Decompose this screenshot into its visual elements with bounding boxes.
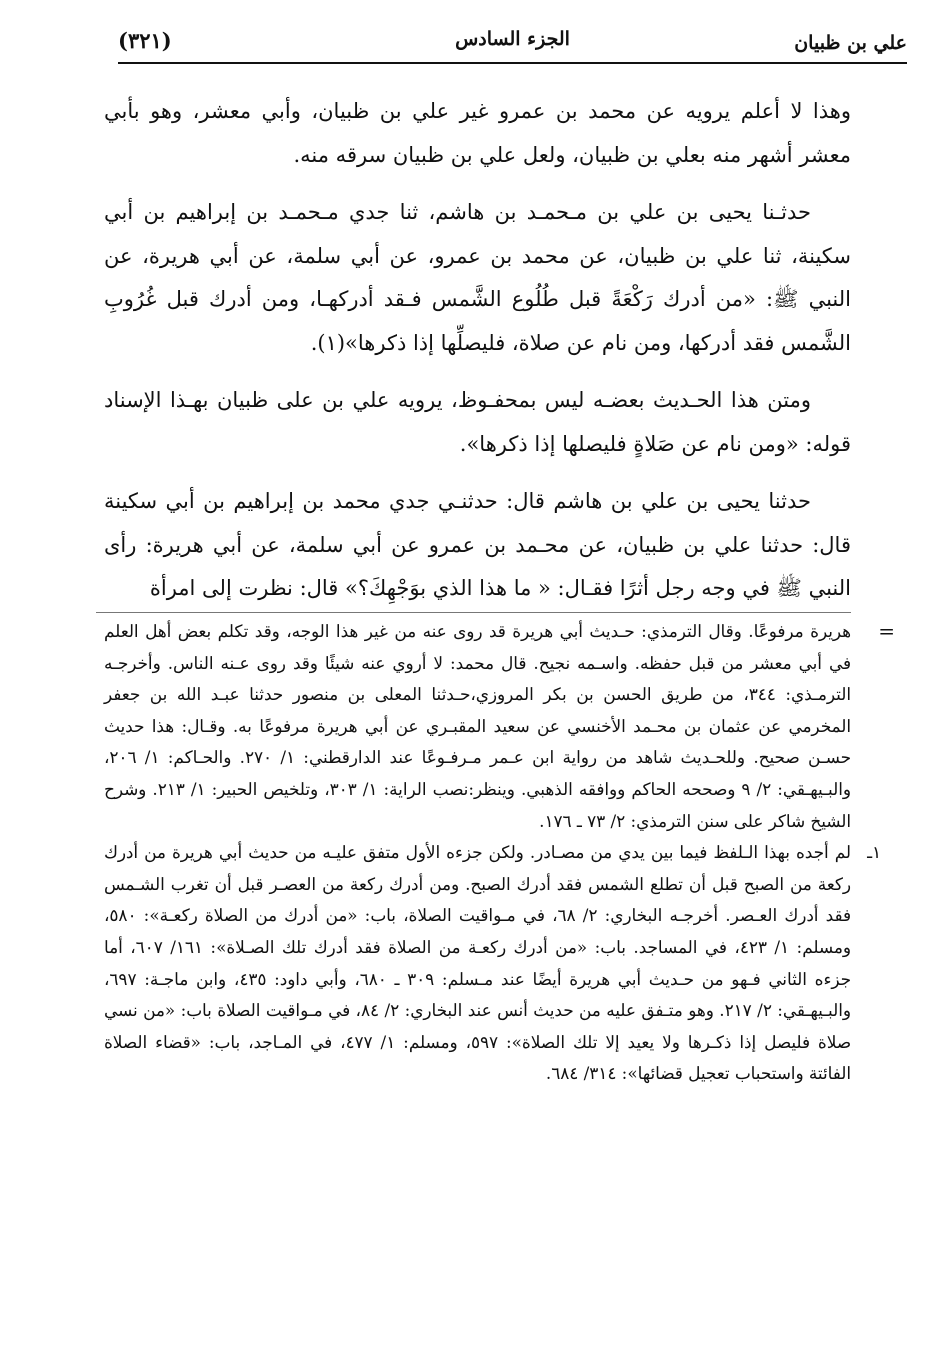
paragraph: ومتن هذا الحـديث بعضـه ليس بمحفـوظ، يرويه علي بن على ظبيان بهـذا الإسناد قوله: «ومن نام عن صَلاةٍ فليصلها إذا ذكرها».	[104, 388, 851, 456]
page-header	[118, 24, 907, 72]
page-number: (٣٢١)	[118, 28, 172, 53]
footnotes	[104, 616, 895, 1090]
footnote-1	[104, 837, 881, 1090]
footnote-continuation	[104, 616, 895, 837]
paragraph: وهذا لا أعلم يرويه عن محمد بن عمرو غير علي بن ظبيان، وأبي معشر، وهو بأبي معشر أشهر منه بعلي بن ظبيان، ولعل علي بن ظبيان سرقه منه.	[104, 99, 851, 167]
footnote-continuation-text: هريرة مرفوعًا. وقال الترمذي: حـديث أبي هريرة قد روى عنه من غير هذا الوجه، وقد تكلم بعض أهل العلم في أبي معشر من قبل حفظه. واسـمه نجيح. قال محمد: لا أروي عنه شيئًا وقد روى عـنه الناس. وأخرجـه الترمـذي: ٣٤٤، من طريق الحسن بن بكر المروزي،حـدثنا المعلى بن منصور حدثنا عبـد الله بن جعفر المخرمي عن عثمان بن محـمد الأخنسي عن سعيد المقبـري عن أبي هريرة مرفوعًا به. وقـال: هذا حديث حسـن صحيح. وللحـديث شاهد من رواية ابن عـمر مـرفـوعًا عند الدارقطني: ١/ ٢٧٠. والحـاكم: ١/ ٢٠٦، والبـيهـقي: ٢/ ٩ وصححه الحاكم ووافقه الذهبي. وينظر:نصب الراية: ١/ ٣٠٣، وتلخيص الحبير: ١/ ٢١٣. وشرح الشيخ شاكر على سنن الترمذي: ٢/ ٧٣ ـ ١٧٦.	[104, 621, 851, 831]
running-head-narrator: علي بن ظبيان	[794, 32, 907, 54]
running-head-volume: الجزء السادس	[455, 28, 570, 50]
footnote-number: ١ـ	[867, 842, 881, 863]
header-rule	[118, 62, 907, 64]
continuation-mark: =	[878, 619, 895, 643]
footnote-separator	[96, 612, 851, 613]
main-text	[104, 90, 851, 625]
footnote-text: لم أجده بهذا الـلفظ فيما بين يدي من مصـادر. ولكن جزءه الأول متفق عليـه من حديث أبي هريرة من أدرك ركعة من الصبح قبل أن تطلع الشمس فقد أدرك الصبح. ومن أدرك ركعة من العصـر قبل أن تغرب الشـمس فقد أدرك العـصر. أخرجـه البخاري: ٢/ ٦٨، في مـواقيت الصلاة، باب: «من أدرك من الصلاة ركعـة»: ٥٨٠، ومسلم: ١/ ٤٢٣، في المساجد. باب: «من أدرك ركعـة من الصلاة فقد أدرك تلك الصـلاة»: ١٦١/ ٦٠٧، أما جزءه الثاني فـهو من حـديث أبي هريرة أيضًا عند مـسلم: ٣٠٩ ـ ٦٨٠، وأبي داود: ٤٣٥، وابن ماجـة: ٦٩٧، والبـيهـقي: ٢/ ٢١٧. وهو متـفق عليه من حديث أنس عند البخاري: ٢/ ٨٤، في مـواقيت الصلاة باب: «من نسي صلاة فليصل إذا ذكـرها ولا يعيد إلا تلك الصلاة»: ٥٩٧، ومسلم: ١/ ٤٧٧، في المـاجد، باب: «قضاء الصلاة الفائتة واستحباب تعجيل قضائها»: ٣١٤/ ٦٨٤.	[104, 842, 851, 1084]
paragraph: حدثنا يحيى بن علي بن هاشم قال: حدثنـي جدي محمد بن إبراهيم بن أبي سكينة قال: حدثنا علي بن ظبيان، عن محـمد بن عمرو عن أبي سلمة، عن أبي هريرة: رأى النبي ﷺ في وجه رجل أثرًا فقـال: « ما هذا الذي بوَجْهِكَ؟» قال: نظرت إلى امرأة	[104, 489, 851, 600]
paragraph: حدثـنا يحيى بن علي بن مـحمـد بن هاشم، ثنا جدي مـحمـد بن إبراهيم بن أبي سكينة، ثنا علي بن ظبيان، عن محمد بن عمرو، عن أبي سلمة، عن أبي هريرة، عن النبي ﷺ: «من أدرك رَكْعَةً قبل طُلُوع الشَّمس فـقد أدركهـا، ومن أدرك قبل غُرُوبِ الشَّمس فقد أدركها، ومن نام عن صلاة، فليصلِّها إذا ذكرها»(١).	[104, 200, 851, 355]
